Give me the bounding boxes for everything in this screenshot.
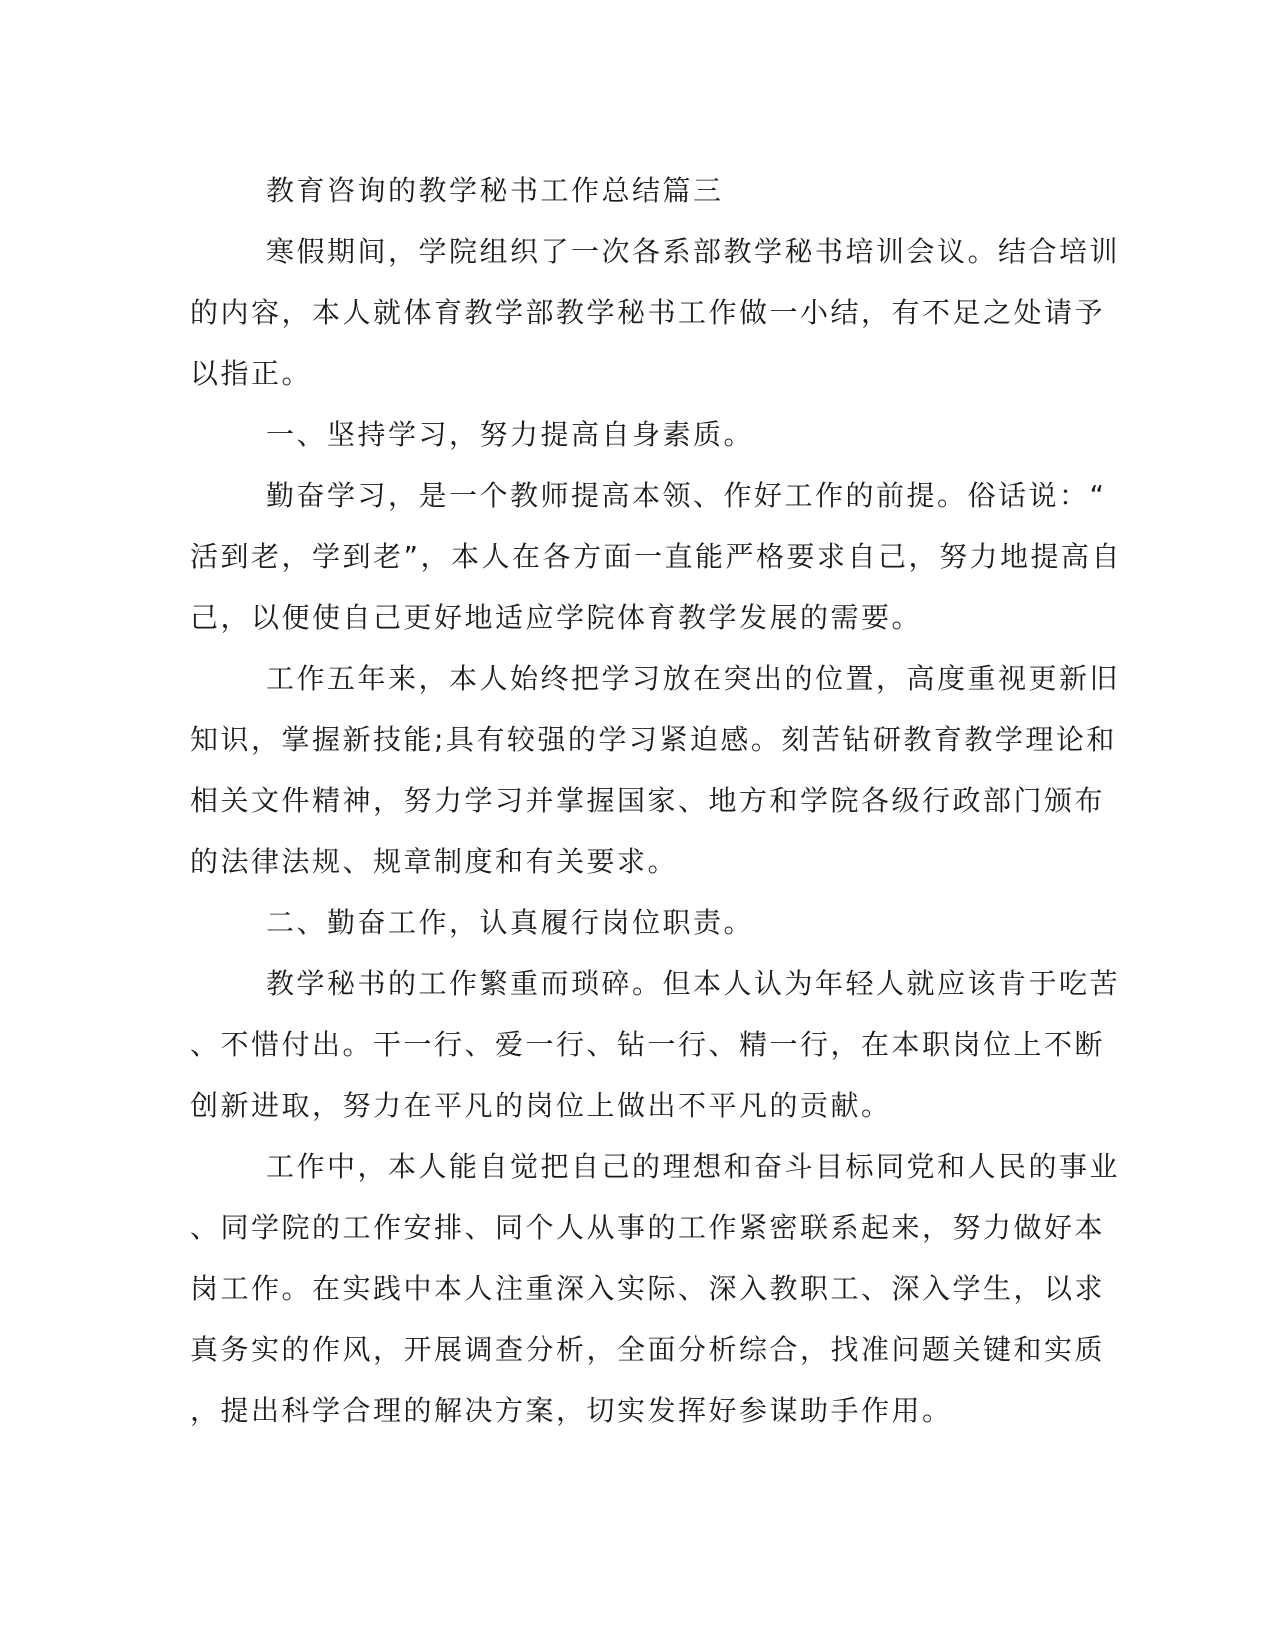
paragraph-line: 寒假期间，学院组织了一次各系部教学秘书培训会议。结合培训: [266, 235, 1121, 268]
paragraph-line: 的内容，本人就体育教学部教学秘书工作做一小结，有不足之处请予: [190, 296, 1106, 329]
paragraph-line: 创新进取，努力在平凡的岗位上做出不平凡的贡献。: [190, 1089, 892, 1122]
paragraph-line: ，提出科学合理的解决方案，切实发挥好参谋助手作用。: [190, 1394, 953, 1427]
paragraph-line: 工作中，本人能自觉把自己的理想和奋斗目标同党和人民的事业: [266, 1150, 1121, 1183]
paragraph-line: 的法律法规、规章制度和有关要求。: [190, 845, 679, 878]
paragraph-line: 知识，掌握新技能;具有较强的学习紧迫感。刻苦钻研教育教学理论和: [190, 723, 1117, 756]
document-body: [190, 160, 1123, 1441]
document-title: 教育咨询的教学秘书工作总结篇三: [266, 174, 724, 207]
paragraph-line: 己，以便使自己更好地适应学院体育教学发展的需要。: [190, 601, 923, 634]
section-heading: 二、勤奋工作，认真履行岗位职责。: [266, 906, 755, 939]
paragraph-line: 岗工作。在实践中本人注重深入实际、深入教职工、深入学生，以求: [190, 1272, 1106, 1305]
section-heading: 一、坚持学习，努力提高自身素质。: [266, 418, 755, 451]
paragraph-line: 真务实的作风，开展调查分析，全面分析综合，找准问题关键和实质: [190, 1333, 1106, 1366]
paragraph-line: 相关文件精神，努力学习并掌握国家、地方和学院各级行政部门颁布: [190, 784, 1106, 817]
paragraph-line: 以指正。: [190, 357, 313, 390]
paragraph-line: 、不惜付出。干一行、爱一行、钻一行、精一行，在本职岗位上不断: [190, 1028, 1106, 1061]
paragraph-line: 勤奋学习，是一个教师提高本领、作好工作的前提。俗话说：“: [266, 479, 1107, 512]
paragraph-line: 教学秘书的工作繁重而琐碎。但本人认为年轻人就应该肯于吃苦: [266, 967, 1121, 1000]
paragraph-line: 、同学院的工作安排、同个人从事的工作紧密联系起来，努力做好本: [190, 1211, 1106, 1244]
paragraph-line: 活到老，学到老”，本人在各方面一直能严格要求自己，努力地提高自: [190, 540, 1123, 573]
paragraph-line: 工作五年来，本人始终把学习放在突出的位置，高度重视更新旧: [266, 662, 1121, 695]
